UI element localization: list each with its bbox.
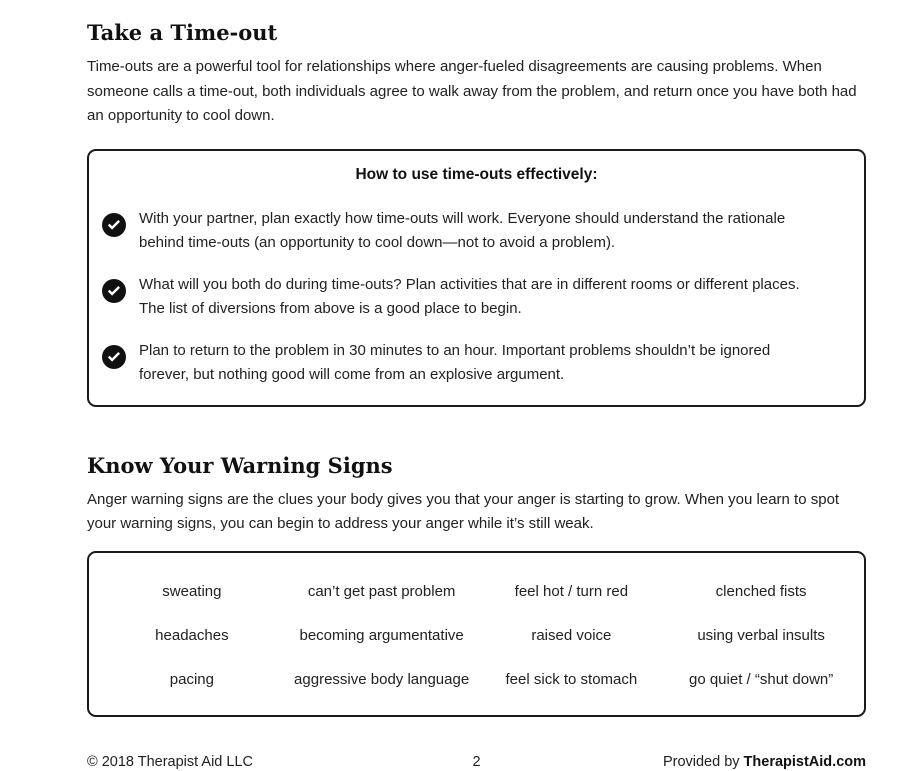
list-item-text: With your partner, plan exactly how time-outs will work. Everyone should understand the rationale behind time-outs (an opportunity to cool down—not to avoid a problem). (139, 209, 786, 251)
warning-sign-cell: using verbal insults (697, 626, 825, 644)
timeout-tips-box-title: How to use time-outs effectively: (355, 165, 598, 183)
warning-sign-cell: can’t get past problem (307, 582, 456, 600)
warning-sign-cell: feel sick to stomach (505, 670, 638, 688)
timeout-section-paragraph: Time-outs are a powerful tool for relationships where anger-fueled disagreements are causing problems. When someone calls a time-out, both individuals agree to walk away from the problem, and return once you have both had an opportunity to cool down. (87, 58, 857, 124)
timeout-tips-box (87, 149, 866, 407)
warning-signs-box (87, 551, 866, 717)
warning-sign-cell: headaches (155, 626, 229, 644)
footer-page-number: 2 (472, 753, 481, 770)
timeout-section-title: Take a Time-out (87, 20, 278, 45)
check-circle-icon (102, 213, 126, 237)
warning-sign-cell: pacing (169, 670, 214, 688)
warning-sign-cell: sweating (162, 582, 222, 600)
warning-section-paragraph: Anger warning signs are the clues your body gives you that your anger is starting to grow. When you learn to spot your warning signs, you can begin to address your anger while it’s still weak. (87, 490, 840, 532)
warning-sign-cell: aggressive body language (294, 670, 470, 688)
list-item-text: What will you both do during time-outs? Plan activities that are in different rooms or different places. The list of diversions from above is a good place to begin. (139, 275, 800, 317)
warning-sign-cell: clenched fists (715, 582, 807, 600)
list-item-text: Plan to return to the problem in 30 minutes to an hour. Important problems shouldn’t be ignored forever, but nothing good will come from an explosive argument. (139, 341, 771, 383)
list-item (102, 273, 824, 321)
warning-signs-grid (97, 580, 856, 692)
footer-provided-by-prefix: Provided by (662, 753, 744, 770)
check-circle-icon (102, 345, 126, 369)
footer-brand: TherapistAid.com (743, 753, 867, 770)
warning-sign-cell: go quiet / “shut down” (688, 670, 834, 688)
warning-sign-cell: feel hot / turn red (514, 582, 629, 600)
footer-provided-by (481, 753, 866, 771)
warning-sign-cell: raised voice (531, 626, 612, 644)
timeout-tips-list (102, 207, 824, 387)
list-item (102, 339, 824, 387)
check-circle-icon (102, 279, 126, 303)
footer-copyright: © 2018 Therapist Aid LLC (87, 753, 253, 770)
warning-sign-cell: becoming argumentative (299, 626, 464, 644)
warning-section-title: Know Your Warning Signs (87, 452, 393, 478)
page-footer (87, 753, 866, 771)
list-item (102, 207, 824, 255)
